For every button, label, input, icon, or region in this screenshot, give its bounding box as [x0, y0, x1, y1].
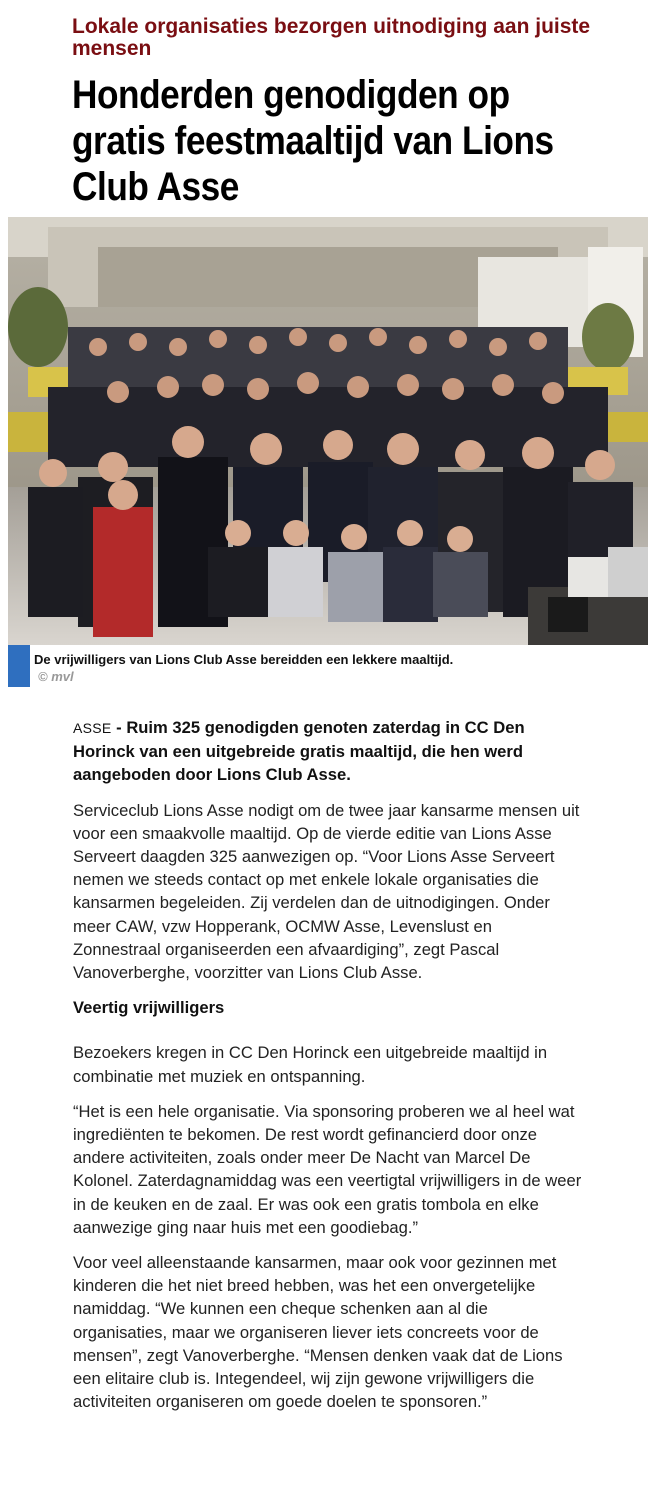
article-photo: [8, 217, 648, 645]
kicker: Lokale organisaties bezorgen uitnodiging aan juiste mensen: [72, 15, 591, 60]
dateline: ASSE: [73, 720, 112, 736]
article-body: [73, 716, 583, 1425]
body-paragraph: Bezoekers kregen in CC Den Horinck een uitgebreide maaltijd in combinatie met muziek en ontspanning.: [73, 1043, 548, 1086]
lead-text: Ruim 325 genodigden genoten zaterdag in CC Den Horinck van een uitgebreide gratis maaltijd, die hen werd aangeboden door Lions Club Asse.: [73, 718, 525, 785]
subheading: Veertig vrijwilligers: [73, 998, 225, 1018]
caption-accent-bar: [8, 645, 30, 687]
body-paragraph: Voor veel alleenstaande kansarmen, maar ook voor gezinnen met kinderen die het niet breed hebben, was het een onvergetelijke namiddag. “We kunnen een cheque schenken aan al die organisaties, maar we organiseren liever iets concreets voor de mensen”, zegt Vanoverberghe. “Mensen denken vaak dat de Lions een elitaire club is. Integendeel, wij zijn gewone vrijwilligers die activiteiten organiseren om goede doelen te sponsoren.”: [73, 1253, 563, 1412]
photo-credit: © mvl: [38, 669, 74, 684]
body-paragraph: Serviceclub Lions Asse nodigt om de twee jaar kansarme mensen uit voor een smaakvolle maaltijd. Op de vierde editie van Lions Asse Serveert daagden 325 aanwezigen op. “Voor Lions Asse Serveert nemen we steeds contact op met enkele lokale organisaties die kansarmen begeleiden. Zij verdelen dan de uitnodigingen. Onder meer CAW, vzw Hopperank, OCMW Asse, Levenslust en Zonnestraal organiseerden een afvaardiging”, zegt Pascal Vanoverberghe, voorzitter van Lions Club Asse.: [73, 800, 580, 983]
dateline-separator: -: [111, 718, 127, 737]
headline: Honderden genodigden op gratis feestmaaltijd van Lions Club Asse: [72, 73, 554, 209]
body-paragraph: “Het is een hele organisatie. Via sponsoring proberen we al heel wat ingrediënten te bekomen. De rest wordt gefinancierd door onze andere activiteiten, zoals onder meer De Nacht van Marcel De Kolonel. Zaterdagnamiddag was een veertigtal vrijwilligers in de weer in de keuken en de zaal. Er was ook een gratis tombola en elke aanwezige ging naar huis met een goodiebag.”: [73, 1101, 582, 1237]
lead-paragraph: [73, 716, 583, 787]
photo-caption: De vrijwilligers van Lions Club Asse bereidden een lekkere maaltijd.: [34, 652, 454, 667]
